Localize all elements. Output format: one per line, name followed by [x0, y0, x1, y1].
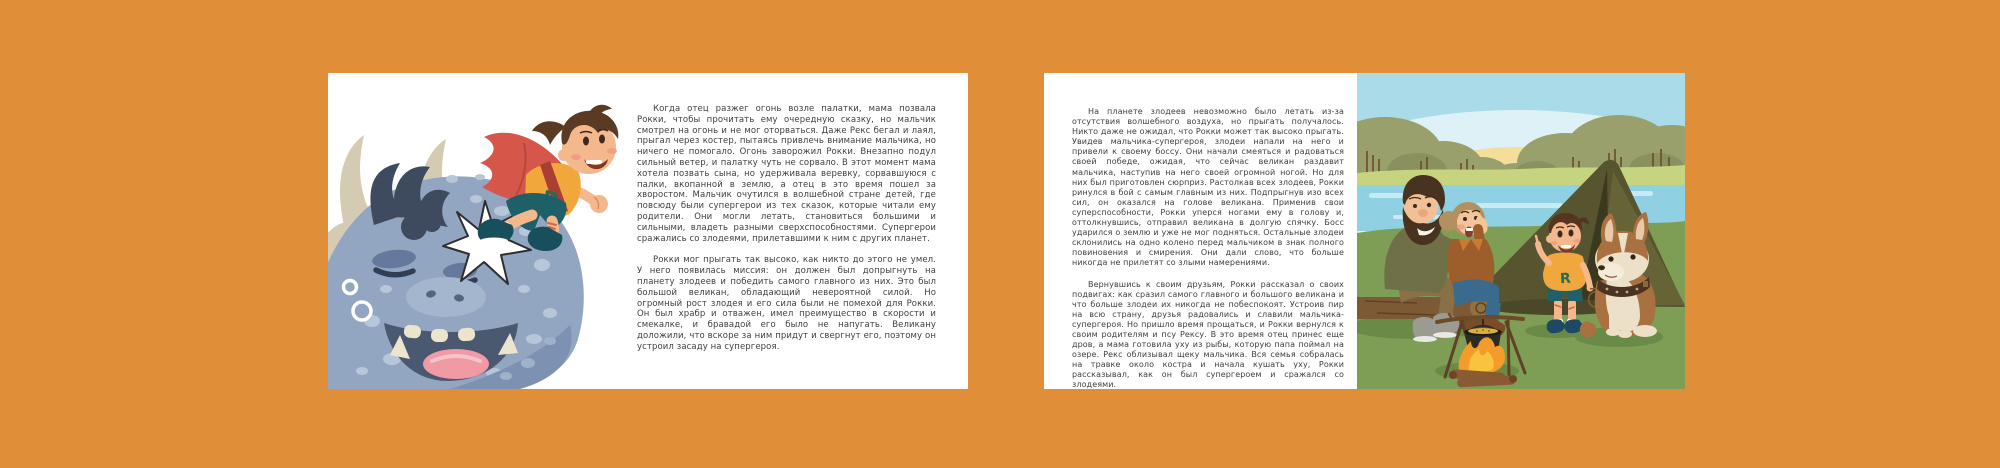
right-page-story-text: [1072, 107, 1344, 391]
superhero-boy: [478, 105, 619, 251]
story-paragraph: Вернувшись к своим друзьям, Рокки рассказал о своих подвигах: как сразил самого главного и большого великана и что больше злодеи их никогда не побеспокоят. Устроив пир на всю страну, друзья радовались и славили мальчика-супергероя. Но пришло время прощаться, и Рокки вернулся к своим родителям и псу Рексу. В это время отец принес еще дров, а мама готовила уху из рыбы, которую папа поймал на озере. Рекс облизывал щеку мальчика. Вся семья собралась на травке около костра и начала кушать уху, Рокки рассказывал, как он был супергероем и сражался со злодеями.: [1072, 279, 1344, 390]
boy-teeth: [586, 160, 602, 164]
story-paragraph: Рокки мог прыгать так высоко, как никто до этого не умел. У него появилась миссия: он должен был допрыгнуть на планету злодеев и победить самого главного из них. Это был большой великан, обладающий невероятной силой. Но огромный рост злодея и его сила были не помехой для Рокки. Он был храбр и отважен, имел преимущество в скорости и смекалке, и бравадой его было не напугать. Великану доложили, что вскоре за ним придут и свергнут его, поэтому он устроил засаду на супергероя.: [637, 255, 936, 352]
monster-snout: [406, 277, 486, 317]
story-paragraph: На планете злодеев невозможно было летать из-за отсутствия волшебного воздуха, но прыгать получалось. Никто даже не ожидал, что Рокки может так высоко прыгать. Увидев мальчика-супергероя, злодеи напали на него и привели к своему боссу. Они начали смеяться и радоваться своей победе, ожидая, что сейчас великан раздавит мальчика, наступив на него своей огромной ногой. Но для них был приготовлен сюрприз. Растолкав всех злодеев, Рокки ринулся в бой с самым главным из них. Подпрыгнув изо всех сил, он оказался на голове великана. Применив свои суперспособности, Рокки уперся ногами ему в голову и, оттолкнувшись, отправил великана в долгую спячку. Босс ударился о землю и уже не мог подняться. Остальные злодеи склонились на одно колено перед мальчиком в знак полного повиновения и смирения. Они дали слово, что больше никогда не прилетят со злыми намерениями.: [1072, 107, 1344, 268]
left-page: [328, 73, 968, 389]
boy-ear: [558, 149, 570, 161]
monster-illustration: [328, 73, 643, 389]
right-page: [1044, 73, 1685, 389]
boy-shirt-letter: R: [1559, 270, 1572, 288]
camping-illustration: [1357, 73, 1685, 389]
boy-shoe-left-sole: [480, 238, 508, 245]
left-page-story-text: [637, 104, 936, 353]
story-paragraph: Когда отец разжег огонь возле палатки, мама позвала Рокки, чтобы прочитать ему очередную сказку, но мальчик смотрел на огонь и не мог оторваться. Даже Рекс бегал и лаял, прыгал через костер, пытаясь привлечь внимание мальчика, но ничего не помогало. Огонь заворожил Рокки. Внезапно подул сильный ветер, и палатку чуть не сорвало. В этот момент мама хотела позвать сына, но удерживала веревку, сорвавшуюся с палки, вкопанной в землю, а отец в это время пошел за хворостом. Мальчик очутился в волшебной стране детей, где повсюду были супергерои из тех сказок, которые читали ему родители. Они могли летать, становиться большими и сильными, владеть разными сверхспособностями. Супергерои сражались со злодеями, прилетавшими к ним с других планет.: [637, 104, 936, 244]
